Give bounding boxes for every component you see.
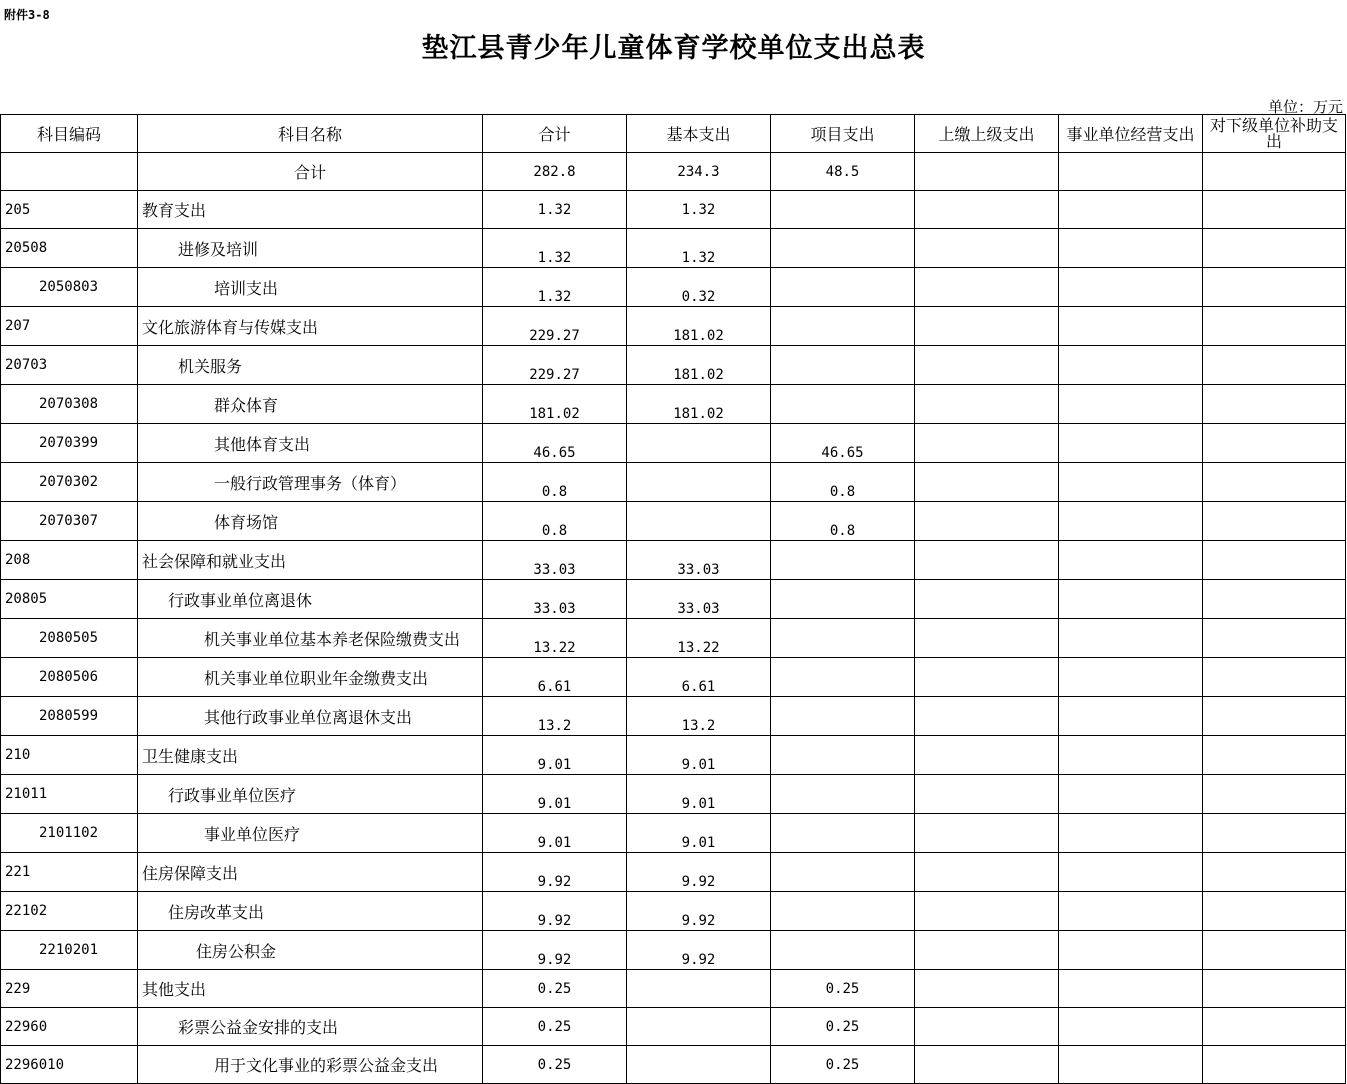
cell-business bbox=[1059, 268, 1203, 307]
cell-total: 9.92 bbox=[483, 853, 627, 892]
cell-upper bbox=[915, 658, 1059, 697]
cell-subsidy bbox=[1203, 892, 1346, 931]
col-header-project: 项目支出 bbox=[771, 115, 915, 153]
cell-subsidy bbox=[1203, 814, 1346, 853]
cell-code: 20805 bbox=[1, 580, 138, 619]
cell-subsidy bbox=[1203, 502, 1346, 541]
cell-business bbox=[1059, 619, 1203, 658]
cell-upper bbox=[915, 424, 1059, 463]
cell-basic: 9.92 bbox=[627, 853, 771, 892]
table-row bbox=[1, 424, 1346, 463]
cell-upper bbox=[915, 541, 1059, 580]
cell-total: 0.8 bbox=[483, 502, 627, 541]
cell-upper bbox=[915, 1008, 1059, 1046]
cell-business bbox=[1059, 970, 1203, 1008]
cell-basic: 181.02 bbox=[627, 307, 771, 346]
cell-code: 2080506 bbox=[1, 658, 138, 697]
cell-total: 9.92 bbox=[483, 931, 627, 970]
cell-basic bbox=[627, 424, 771, 463]
cell-project bbox=[771, 580, 915, 619]
cell-subsidy bbox=[1203, 580, 1346, 619]
cell-basic bbox=[627, 1046, 771, 1084]
cell-total: 229.27 bbox=[483, 307, 627, 346]
cell-project: 0.25 bbox=[771, 970, 915, 1008]
table-row bbox=[1, 229, 1346, 268]
table-row bbox=[1, 1008, 1346, 1046]
table-row bbox=[1, 697, 1346, 736]
cell-name: 用于文化事业的彩票公益金支出 bbox=[138, 1046, 483, 1084]
cell-project bbox=[771, 307, 915, 346]
cell-basic: 234.3 bbox=[627, 153, 771, 191]
cell-basic bbox=[627, 970, 771, 1008]
cell-code: 22960 bbox=[1, 1008, 138, 1046]
cell-upper bbox=[915, 931, 1059, 970]
cell-upper bbox=[915, 580, 1059, 619]
cell-total: 181.02 bbox=[483, 385, 627, 424]
header-row bbox=[1, 115, 1346, 153]
cell-upper bbox=[915, 619, 1059, 658]
cell-name: 一般行政管理事务（体育） bbox=[138, 463, 483, 502]
table-row bbox=[1, 970, 1346, 1008]
cell-total: 9.01 bbox=[483, 814, 627, 853]
cell-project bbox=[771, 541, 915, 580]
cell-code: 229 bbox=[1, 970, 138, 1008]
table-row bbox=[1, 191, 1346, 229]
cell-name: 群众体育 bbox=[138, 385, 483, 424]
table-row bbox=[1, 307, 1346, 346]
table-row bbox=[1, 346, 1346, 385]
cell-project: 48.5 bbox=[771, 153, 915, 191]
cell-subsidy bbox=[1203, 463, 1346, 502]
cell-business bbox=[1059, 892, 1203, 931]
cell-upper bbox=[915, 502, 1059, 541]
cell-total: 0.25 bbox=[483, 1046, 627, 1084]
table-row bbox=[1, 736, 1346, 775]
cell-subsidy bbox=[1203, 931, 1346, 970]
cell-subsidy bbox=[1203, 619, 1346, 658]
cell-total: 9.92 bbox=[483, 892, 627, 931]
cell-subsidy bbox=[1203, 1046, 1346, 1084]
cell-code: 2296010 bbox=[1, 1046, 138, 1084]
cell-project bbox=[771, 775, 915, 814]
cell-subsidy bbox=[1203, 736, 1346, 775]
cell-code: 2080505 bbox=[1, 619, 138, 658]
cell-name: 社会保障和就业支出 bbox=[138, 541, 483, 580]
cell-basic: 181.02 bbox=[627, 385, 771, 424]
cell-name: 其他支出 bbox=[138, 970, 483, 1008]
cell-subsidy bbox=[1203, 229, 1346, 268]
cell-upper bbox=[915, 736, 1059, 775]
cell-name: 教育支出 bbox=[138, 191, 483, 229]
cell-upper bbox=[915, 814, 1059, 853]
cell-business bbox=[1059, 307, 1203, 346]
cell-project: 0.25 bbox=[771, 1046, 915, 1084]
cell-subsidy bbox=[1203, 346, 1346, 385]
table-row bbox=[1, 658, 1346, 697]
cell-code: 221 bbox=[1, 853, 138, 892]
cell-upper bbox=[915, 346, 1059, 385]
cell-name: 培训支出 bbox=[138, 268, 483, 307]
cell-business bbox=[1059, 931, 1203, 970]
unit-label: 单位：万元 bbox=[1267, 98, 1343, 116]
cell-code: 205 bbox=[1, 191, 138, 229]
cell-code: 2070307 bbox=[1, 502, 138, 541]
cell-subsidy bbox=[1203, 424, 1346, 463]
cell-code bbox=[1, 153, 138, 191]
cell-business bbox=[1059, 541, 1203, 580]
cell-basic: 181.02 bbox=[627, 346, 771, 385]
table-row bbox=[1, 463, 1346, 502]
cell-business bbox=[1059, 346, 1203, 385]
cell-total: 0.25 bbox=[483, 970, 627, 1008]
cell-code: 2070302 bbox=[1, 463, 138, 502]
cell-code: 208 bbox=[1, 541, 138, 580]
cell-project bbox=[771, 931, 915, 970]
cell-business bbox=[1059, 229, 1203, 268]
cell-code: 2210201 bbox=[1, 931, 138, 970]
cell-name: 行政事业单位医疗 bbox=[138, 775, 483, 814]
cell-upper bbox=[915, 385, 1059, 424]
cell-project bbox=[771, 814, 915, 853]
cell-subsidy bbox=[1203, 658, 1346, 697]
cell-name: 住房保障支出 bbox=[138, 853, 483, 892]
cell-subsidy bbox=[1203, 268, 1346, 307]
cell-name: 体育场馆 bbox=[138, 502, 483, 541]
col-header-basic: 基本支出 bbox=[627, 115, 771, 153]
cell-business bbox=[1059, 736, 1203, 775]
cell-project bbox=[771, 658, 915, 697]
cell-project bbox=[771, 736, 915, 775]
cell-subsidy bbox=[1203, 541, 1346, 580]
table-row bbox=[1, 853, 1346, 892]
cell-total: 13.22 bbox=[483, 619, 627, 658]
cell-name: 进修及培训 bbox=[138, 229, 483, 268]
cell-basic bbox=[627, 1008, 771, 1046]
table-row bbox=[1, 153, 1346, 191]
cell-business bbox=[1059, 775, 1203, 814]
table-row bbox=[1, 385, 1346, 424]
cell-total: 33.03 bbox=[483, 541, 627, 580]
cell-code: 2070399 bbox=[1, 424, 138, 463]
cell-subsidy bbox=[1203, 970, 1346, 1008]
cell-project bbox=[771, 697, 915, 736]
cell-total: 282.8 bbox=[483, 153, 627, 191]
cell-business bbox=[1059, 463, 1203, 502]
cell-name: 机关事业单位职业年金缴费支出 bbox=[138, 658, 483, 697]
cell-basic: 9.92 bbox=[627, 892, 771, 931]
cell-total: 0.8 bbox=[483, 463, 627, 502]
cell-basic: 9.92 bbox=[627, 931, 771, 970]
cell-basic: 13.2 bbox=[627, 697, 771, 736]
cell-name: 住房公积金 bbox=[138, 931, 483, 970]
cell-basic: 1.32 bbox=[627, 191, 771, 229]
cell-basic: 1.32 bbox=[627, 229, 771, 268]
table-row bbox=[1, 814, 1346, 853]
col-header-code: 科目编码 bbox=[1, 115, 138, 153]
table-row bbox=[1, 580, 1346, 619]
cell-basic: 13.22 bbox=[627, 619, 771, 658]
attachment-label: 附件3-8 bbox=[4, 8, 50, 22]
cell-name: 其他行政事业单位离退休支出 bbox=[138, 697, 483, 736]
cell-basic: 9.01 bbox=[627, 736, 771, 775]
cell-total: 9.01 bbox=[483, 775, 627, 814]
cell-upper bbox=[915, 697, 1059, 736]
col-header-subsidy: 对下级单位补助支出 bbox=[1203, 115, 1346, 153]
cell-total: 1.32 bbox=[483, 268, 627, 307]
table-row bbox=[1, 268, 1346, 307]
cell-total: 33.03 bbox=[483, 580, 627, 619]
cell-code: 210 bbox=[1, 736, 138, 775]
table-row bbox=[1, 1046, 1346, 1084]
cell-code: 22102 bbox=[1, 892, 138, 931]
cell-business bbox=[1059, 580, 1203, 619]
cell-name: 机关事业单位基本养老保险缴费支出 bbox=[138, 619, 483, 658]
cell-business bbox=[1059, 191, 1203, 229]
cell-upper bbox=[915, 229, 1059, 268]
cell-business bbox=[1059, 1046, 1203, 1084]
cell-code: 21011 bbox=[1, 775, 138, 814]
expenditure-table bbox=[0, 114, 1346, 1084]
cell-business bbox=[1059, 385, 1203, 424]
cell-total: 46.65 bbox=[483, 424, 627, 463]
cell-upper bbox=[915, 775, 1059, 814]
cell-code: 2101102 bbox=[1, 814, 138, 853]
cell-code: 2050803 bbox=[1, 268, 138, 307]
cell-basic: 0.32 bbox=[627, 268, 771, 307]
table-row bbox=[1, 541, 1346, 580]
cell-business bbox=[1059, 853, 1203, 892]
cell-upper bbox=[915, 153, 1059, 191]
cell-basic: 33.03 bbox=[627, 580, 771, 619]
cell-total: 1.32 bbox=[483, 191, 627, 229]
cell-subsidy bbox=[1203, 775, 1346, 814]
col-header-total: 合计 bbox=[483, 115, 627, 153]
cell-subsidy bbox=[1203, 1008, 1346, 1046]
cell-name: 其他体育支出 bbox=[138, 424, 483, 463]
cell-business bbox=[1059, 658, 1203, 697]
cell-code: 20703 bbox=[1, 346, 138, 385]
cell-basic: 9.01 bbox=[627, 775, 771, 814]
cell-upper bbox=[915, 1046, 1059, 1084]
cell-total: 0.25 bbox=[483, 1008, 627, 1046]
cell-upper bbox=[915, 191, 1059, 229]
cell-subsidy bbox=[1203, 853, 1346, 892]
cell-subsidy bbox=[1203, 697, 1346, 736]
cell-basic: 9.01 bbox=[627, 814, 771, 853]
cell-name: 住房改革支出 bbox=[138, 892, 483, 931]
cell-project: 0.25 bbox=[771, 1008, 915, 1046]
cell-upper bbox=[915, 892, 1059, 931]
cell-subsidy bbox=[1203, 307, 1346, 346]
cell-basic: 33.03 bbox=[627, 541, 771, 580]
table-row bbox=[1, 892, 1346, 931]
cell-upper bbox=[915, 307, 1059, 346]
cell-project bbox=[771, 892, 915, 931]
cell-name: 彩票公益金安排的支出 bbox=[138, 1008, 483, 1046]
cell-project bbox=[771, 346, 915, 385]
table-row bbox=[1, 502, 1346, 541]
cell-name: 机关服务 bbox=[138, 346, 483, 385]
cell-business bbox=[1059, 153, 1203, 191]
cell-project: 0.8 bbox=[771, 463, 915, 502]
cell-name: 事业单位医疗 bbox=[138, 814, 483, 853]
cell-upper bbox=[915, 268, 1059, 307]
cell-code: 2070308 bbox=[1, 385, 138, 424]
cell-subsidy bbox=[1203, 191, 1346, 229]
table-row bbox=[1, 619, 1346, 658]
cell-name: 合计 bbox=[138, 153, 483, 191]
cell-upper bbox=[915, 853, 1059, 892]
cell-project: 46.65 bbox=[771, 424, 915, 463]
cell-code: 2080599 bbox=[1, 697, 138, 736]
cell-project bbox=[771, 191, 915, 229]
cell-subsidy bbox=[1203, 153, 1346, 191]
col-header-upper: 上缴上级支出 bbox=[915, 115, 1059, 153]
cell-upper bbox=[915, 463, 1059, 502]
cell-subsidy bbox=[1203, 385, 1346, 424]
col-header-business: 事业单位经营支出 bbox=[1059, 115, 1203, 153]
cell-total: 6.61 bbox=[483, 658, 627, 697]
cell-total: 9.01 bbox=[483, 736, 627, 775]
cell-project bbox=[771, 385, 915, 424]
table-row bbox=[1, 931, 1346, 970]
cell-project bbox=[771, 268, 915, 307]
cell-upper bbox=[915, 970, 1059, 1008]
cell-project bbox=[771, 853, 915, 892]
cell-project bbox=[771, 229, 915, 268]
cell-total: 1.32 bbox=[483, 229, 627, 268]
cell-basic bbox=[627, 463, 771, 502]
cell-business bbox=[1059, 814, 1203, 853]
cell-name: 文化旅游体育与传媒支出 bbox=[138, 307, 483, 346]
cell-project: 0.8 bbox=[771, 502, 915, 541]
cell-basic bbox=[627, 502, 771, 541]
cell-business bbox=[1059, 424, 1203, 463]
cell-code: 207 bbox=[1, 307, 138, 346]
cell-total: 229.27 bbox=[483, 346, 627, 385]
cell-business bbox=[1059, 1008, 1203, 1046]
cell-total: 13.2 bbox=[483, 697, 627, 736]
cell-code: 20508 bbox=[1, 229, 138, 268]
cell-basic: 6.61 bbox=[627, 658, 771, 697]
cell-business bbox=[1059, 697, 1203, 736]
page-title: 垫江县青少年儿童体育学校单位支出总表 bbox=[421, 33, 926, 64]
cell-name: 行政事业单位离退休 bbox=[138, 580, 483, 619]
cell-name: 卫生健康支出 bbox=[138, 736, 483, 775]
col-header-name: 科目名称 bbox=[138, 115, 483, 153]
table-row bbox=[1, 775, 1346, 814]
cell-business bbox=[1059, 502, 1203, 541]
cell-project bbox=[771, 619, 915, 658]
